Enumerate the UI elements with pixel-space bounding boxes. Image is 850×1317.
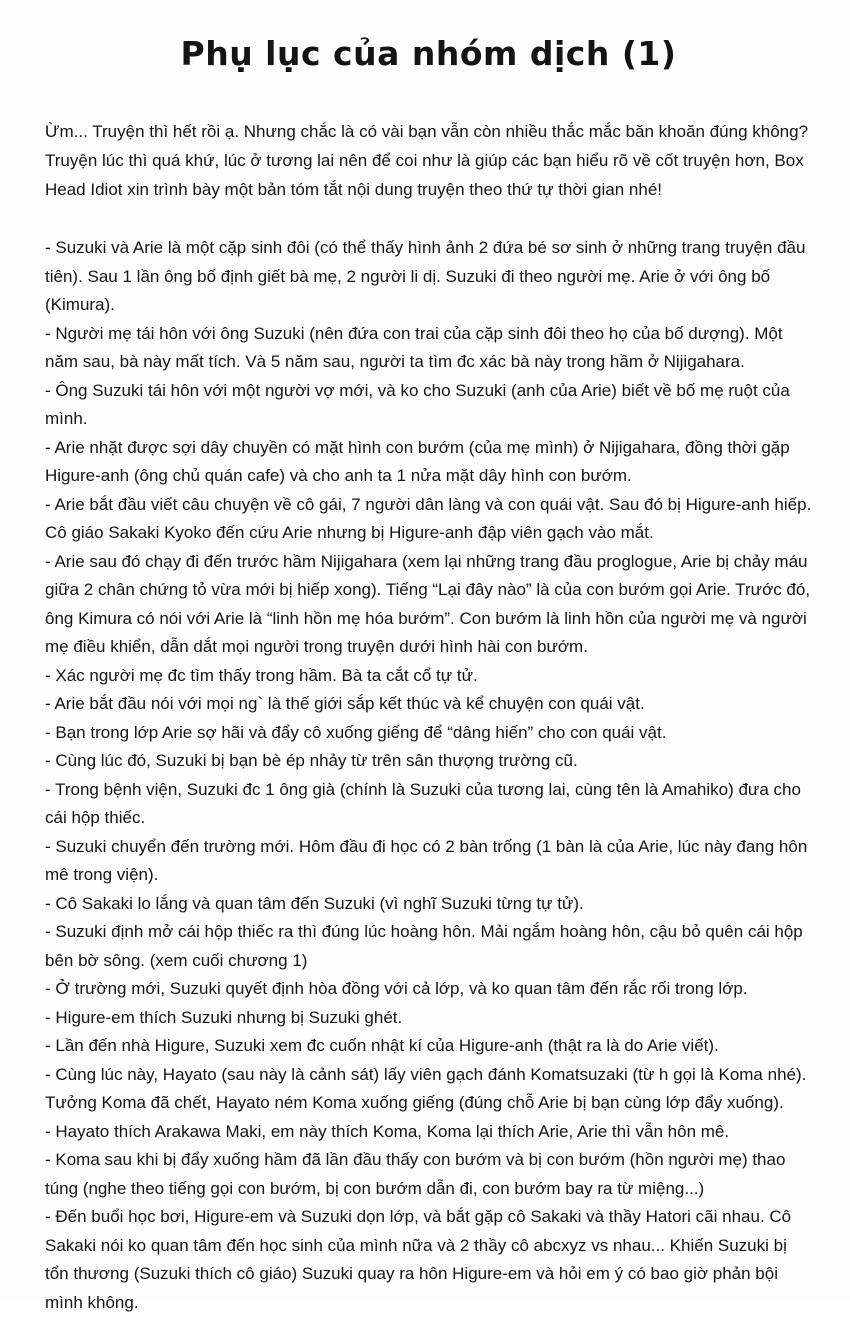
summary-bullet: - Arie bắt đầu nói với mọi ng` là thế giới sắp kết thúc và kể chuyện con quái vật. — [45, 694, 645, 713]
summary-bullet: - Xác người mẹ đc tìm thấy trong hầm. Bà ta cắt cổ tự tử. — [45, 665, 478, 685]
summary-bullet: - Cùng lúc đó, Suzuki bị bạn bè ép nhảy từ trên sân thượng trường cũ. — [45, 751, 578, 770]
summary-bullet: - Arie bắt đầu viết câu chuyện về cô gái, 7 người dân làng và con quái vật. Sau đó bị Higure-anh hiếp. Cô giáo Sakaki Kyoko đến cứu Arie nhưng bị Higure-anh đập viên gạch vào mắt. — [45, 494, 812, 542]
summary-bullet: - Ở trường mới, Suzuki quyết định hòa đồng với cả lớp, và ko quan tâm đến rắc rối trong lớp. — [45, 979, 748, 998]
summary-bullet: - Trong bệnh viện, Suzuki đc 1 ông già (chính là Suzuki của tương lai, cùng tên là Amahiko) đưa cho cái hộp thiếc. — [45, 779, 801, 827]
summary-bullet: - Higure-em thích Suzuki nhưng bị Suzuki ghét. — [45, 1007, 403, 1027]
summary-bullet: - Cùng lúc này, Hayato (sau này là cảnh sát) lấy viên gạch đánh Komatsuzaki (từ h gọi là Koma nhé). Tưởng Koma đã chết, Hayato ném Koma xuống giếng (đúng chỗ Arie bị bạn cùng lớp đẩy xuống). — [45, 1064, 807, 1112]
page-title: Phụ lục của nhóm dịch (1) — [180, 34, 677, 73]
summary-bullet: - Suzuki và Arie là một cặp sinh đôi (có thể thấy hình ảnh 2 đứa bé sơ sinh ở những trang truyện đầu tiên). Sau 1 lần ông bố định giết bà mẹ, 2 người li dị. Suzuki đi theo người mẹ. Arie ở với ông bố (Kimura). — [45, 238, 806, 314]
summary-bullet: - Hayato thích Arakawa Maki, em này thích Koma, Koma lại thích Arie, Arie thì vẫn hôn mê. — [45, 1121, 730, 1141]
summary-bullet: - Đến buổi học bơi, Higure-em và Suzuki dọn lớp, và bắt gặp cô Sakaki và thầy Hatori cãi nhau. Cô Sakaki nói ko quan tâm đến học sinh của mình nữa và 2 thầy cô abcxyz vs nhau... Khiến Suzuki bị tổn thương (Suzuki thích cô giáo) Suzuki quay ra hôn Higure-em và hỏi em ý có bao giờ phản bội mình không. — [45, 1207, 792, 1312]
summary-bullet: - Koma sau khi bị đẩy xuống hầm đã lần đầu thấy con bướm và bị con bướm (hồn người mẹ) thao túng (nghe theo tiếng gọi con bướm, bị con bướm dẫn đi, con bướm bay ra từ miệng...) — [45, 1150, 786, 1198]
summary-bullet: - Người mẹ tái hôn với ông Suzuki (nên đứa con trai của cặp sinh đôi theo họ của bố dượng). Một năm sau, bà này mất tích. Và 5 năm sau, người ta tìm đc xác bà này trong hầm ở Nijigahara. — [45, 323, 783, 371]
intro-paragraph: Ừm... Truyện thì hết rồi ạ. Nhưng chắc là có vài bạn vẫn còn nhiều thắc mắc băn khoăn đúng không? Truyện lúc thì quá khứ, lúc ở tương lai nên để coi như là giúp các bạn hiểu rõ về cốt truyện hơn, Box Head Idiot xin trình bày một bản tóm tắt nội dung truyện theo thứ tự thời gian nhé! — [45, 122, 809, 199]
summary-bullet: - Ông Suzuki tái hôn với một người vợ mới, và ko cho Suzuki (anh của Arie) biết về bố mẹ ruột của mình. — [45, 380, 790, 428]
summary-bullet: - Suzuki định mở cái hộp thiếc ra thì đúng lúc hoàng hôn. Mải ngắm hoàng hôn, cậu bỏ quên cái hộp bên bờ sông. (xem cuối chương 1) — [45, 922, 803, 970]
summary-bullet: - Arie sau đó chạy đi đến trước hầm Nijigahara (xem lại những trang đầu proglogue, Arie bị chảy máu giữa 2 chân chứng tỏ vừa mới bị hiếp xong). Tiếng “Lại đây nào” là của con bướm gọi Arie. Trước đó, ông Kimura có nói với Arie là “linh hồn mẹ hóa bướm”. Con bướm là linh hồn của người mẹ và người mẹ điều khiển, dẫn dắt mọi người trong truyện dưới hình hài con bướm. — [45, 551, 811, 656]
summary-bullet: - Bạn trong lớp Arie sợ hãi và đẩy cô xuống giếng để “dâng hiến” cho con quái vật. — [45, 722, 667, 742]
summary-bullet: - Lần đến nhà Higure, Suzuki xem đc cuốn nhật kí của Higure-anh (thật ra là do Arie viết). — [45, 1036, 719, 1055]
summary-bullet: - Cô Sakaki lo lắng và quan tâm đến Suzuki (vì nghĩ Suzuki từng tự tử). — [45, 893, 584, 913]
summary-bullet: - Arie nhặt được sợi dây chuyền có mặt hình con bướm (của mẹ mình) ở Nijigahara, đồng thời gặp Higure-anh (ông chủ quán cafe) và cho anh ta 1 nửa mặt dây hình con bướm. — [45, 437, 790, 485]
summary-bullet-list — [45, 234, 812, 1317]
summary-bullet: - Suzuki chuyển đến trường mới. Hôm đầu đi học có 2 bàn trống (1 bàn là của Arie, lúc này đang hôn mê trong viện). — [45, 836, 808, 884]
